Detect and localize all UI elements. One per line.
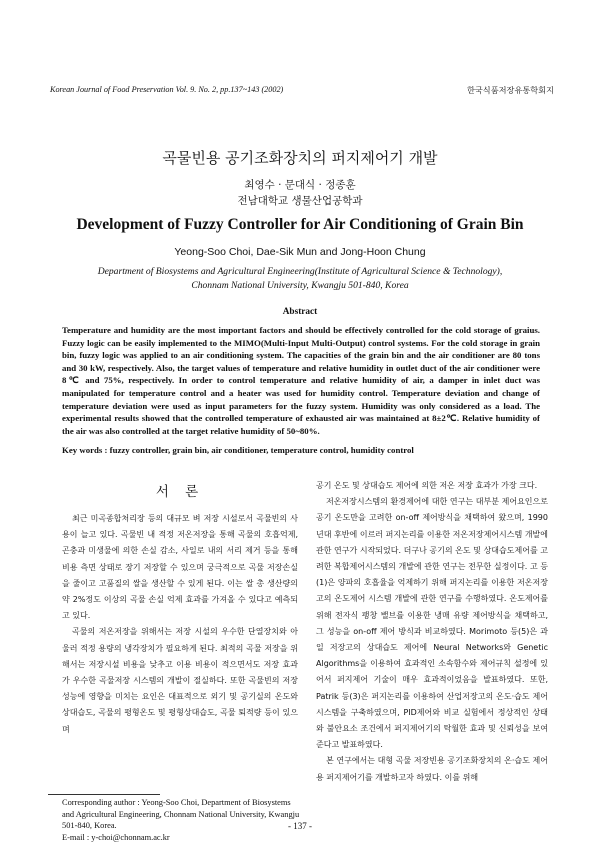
english-authors: Yeong-Soo Choi, Dae-Sik Mun and Jong-Hoon Chung [174, 246, 426, 258]
korean-title: 곡물빈용 공기조화장치의 퍼지제어기 개발 [162, 149, 438, 167]
abstract-text: Temperature and humidity are the most important factors and should be effectively controlled for the cold storage of graius. Fuzzy logic can be easily implemented to the MIMO(Multi-Input Multi-Output) control systems. For the cold storage in grain bin, fuzzy logic was applied to an air conditioning system. The capacities of the grain bin and the air conditioner are 80 tons and 30 kW, respectively. Also, the target values of temperature and relative humidity in outlet duct of the air conditioner were 8℃ and 75%, respectively. In order to control temperature and relative humidity of air, a damper in inlet duct was manipulated for temperature control and a heater was used for humidity control. Temperature deviation and change of temperature deviation were used as input parameters for the fuzzy system. Humidity was only considered as a load. The experimental results showed that the controlled temperature of exhausted air was maintained at 8±2℃. Relative humidity of the air was also controlled at the target relative humidity of 50~80%. [62, 325, 540, 436]
left-column [62, 511, 298, 738]
journal-citation: Korean Journal of Food Preservation Vol. 9. No. 2, pp.137~143 (2002) [50, 85, 284, 94]
affiliation-line: Chonnam National University, Kwangju 501-840, Korea [191, 280, 409, 291]
body-paragraph: 최근 미곡종합처리장 등의 대규모 벼 저장 시설로서 곡물빈의 사용이 늘고 있다. 곡물빈 내 적정 저온저장을 통해 곡물의 호흡억제, 곤충과 미생물에 의한 손실 감소, 사일로 내의 서리 제거 등을 통해 비용 측면 상태로 장기 저장할 수 있으며 궁극적으로 곡물 저장손실을 줄이고 고품질의 쌀을 생산할 수 있게 된다. 이는 쌀 총 생산량의 약 2%정도 이상의 곡물 손실 억제 효과를 가져올 수 있다고 예측되고 있다. [62, 514, 298, 621]
english-affiliation [0, 265, 600, 293]
society-name: 한국식품저장유통학회지 [466, 85, 554, 95]
english-title: Development of Fuzzy Controller for Air Conditioning of Grain Bin [76, 216, 524, 233]
page-number: - 137 - [288, 821, 312, 831]
body-paragraph: 곡물의 저온저장을 위해서는 저장 시설의 우수한 단열장치와 아울러 적정 용량의 냉각장치가 필요하게 된다. 최적의 곡물 저장을 위해서는 저장시설 비용을 낮추고 이용 비용이 적으면서도 저장 효과가 우수한 곡물저장 시스템의 개발이 절실하다. 또한 곡물빈의 저장 성능에 영향을 미치는 요인은 대표적으로 외기 및 공기실의 온도와 상대습도, 곡물의 평형온도 및 평형상대습도, 곡물 퇴적량 등이 있으며 [62, 627, 298, 734]
correspondence-author: Corresponding author : Yeong-Soo Choi, Department of Biosystems and Agricultural Engineering, Chonnam National University, Kwangju 501-840, Korea. [62, 798, 300, 831]
body-paragraph: 공기 온도 및 상대습도 제어에 의한 저온 저장 효과가 가장 크다. [316, 481, 538, 490]
section-heading-introduction: 서 론 [155, 484, 205, 500]
body-paragraph: 본 연구에서는 대형 곡물 저장빈용 공기조화장치의 온·습도 제어용 퍼지제어기를 개발하고자 하였다. 이를 위해 [316, 756, 548, 782]
korean-authors: 최영수 · 문대식 · 정종훈 [244, 179, 356, 191]
korean-affiliation: 전남대학교 생물산업공학과 [237, 195, 363, 207]
right-column [316, 478, 548, 786]
correspondence-email: E-mail : y-choi@chonnam.ac.kr [62, 833, 170, 843]
footnote-divider [48, 794, 160, 795]
keywords: Key words : fuzzy controller, grain bin, air conditioner, temperature control, humidity control [62, 445, 414, 455]
abstract-heading: Abstract [282, 307, 318, 317]
body-paragraph: 저온저장시스템의 환경제어에 대한 연구는 대부분 제어요인으로 공기 온도만을 고려한 on-off 제어방식을 채택하여 왔으며, 1990년대 후반에 이르러 퍼지논리를 이용한 저온저장제어시스템 개발에 관한 연구가 시작되었다. 더구나 공기의 온도 및 상대습도제어를 고려한 복합제어시스템의 개발에 관한 연구는 전무한 실정이다. 고 등(1)은 양파의 호흡율을 억제하기 위해 퍼지논리를 이용한 저온저장고의 온도제어 시스템 개발에 관한 연구를 수행하였다. 온도제어를 위해 전자식 팽창 밸브를 이용한 냉매 유량 제어방식을 채택하고, 그 성능을 on-off 제어 방식과 비교하였다. Morimoto 등(5)은 과일 저장고의 상대습도 제어에 Neural Networks와 Genetic Algorithms을 이용하여 효과적인 소속함수와 제어규칙 설정에 있어서 퍼지제어 기술이 매우 효과적이었음을 발표하였다. 또한, Patrik 등(3)은 퍼지논리를 이용하여 산업저장고의 온도·습도 제어 시스템을 구축하였으며, PID제어와 비교 실험에서 정상적인 상태와 불안요소 조건에서 퍼지제어기의 탁월한 효과 및 신뢰성을 보여준다고 발표하였다. [316, 497, 548, 750]
affiliation-line: Department of Biosystems and Agricultural Engineering(Institute of Agricultural Science & Technology), [97, 266, 503, 277]
